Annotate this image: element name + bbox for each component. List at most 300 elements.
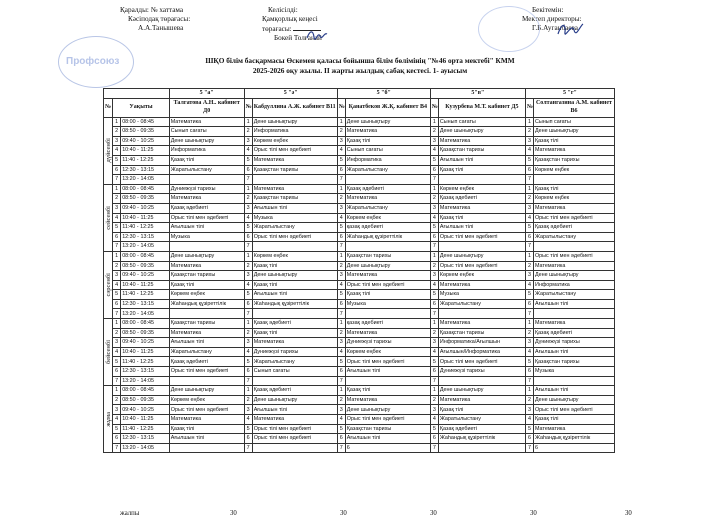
subject-cell (533, 309, 614, 319)
subject-cell: 6 (533, 443, 614, 453)
lesson-time: 11:40 - 12:25 (121, 290, 170, 300)
lesson-number: 4 (337, 280, 345, 290)
lesson-number: 7 (430, 242, 438, 252)
teacher-header: Кабдуллина А.Ж. кабинет В11 (252, 98, 337, 117)
lesson-number: 4 (337, 213, 345, 223)
subject-cell: Ағылшын тілі (533, 386, 614, 396)
lesson-number: 6 (244, 232, 252, 242)
subject-cell (533, 376, 614, 386)
signature-icon (306, 28, 328, 42)
lesson-number: 7 (430, 376, 438, 386)
lesson-time: 10:40 - 11:25 (121, 415, 170, 425)
subject-cell: Қазақстан тарихы (345, 251, 430, 261)
lesson-number: 7 (113, 309, 121, 319)
total-value: 30 (230, 510, 237, 517)
subject-cell (438, 175, 525, 185)
lesson-number: 1 (244, 386, 252, 396)
lesson-number: 2 (337, 328, 345, 338)
subject-cell: Қазақстан тарихы (169, 319, 244, 329)
lesson-time: 11:40 - 12:25 (121, 155, 170, 165)
lesson-number: 3 (337, 203, 345, 213)
subject-cell: Көркем еңбек (252, 136, 337, 146)
lesson-number: 6 (525, 434, 533, 444)
subject-cell: Қазақстан тарихы (438, 328, 525, 338)
lesson-number: 1 (244, 319, 252, 329)
subject-cell: Дене шынықтыру (438, 386, 525, 396)
lesson-number: 3 (525, 271, 533, 281)
subject-cell: Дүниежүзі тарихы (533, 338, 614, 348)
director-name: Г.Б.Ауганбаева (532, 24, 579, 32)
lesson-time: 10:40 - 11:25 (121, 280, 170, 290)
lesson-number: 5 (244, 155, 252, 165)
subject-cell (169, 242, 244, 252)
lesson-number: 7 (337, 175, 345, 185)
subject-cell (533, 242, 614, 252)
lesson-number: 2 (113, 395, 121, 405)
subject-cell: Орыс тілі мен әдебиеті (252, 146, 337, 156)
subject-cell (252, 175, 337, 185)
lesson-time: 11:40 - 12:25 (121, 424, 170, 434)
lesson-number: 3 (244, 136, 252, 146)
lesson-number: 2 (244, 194, 252, 204)
table-row (104, 347, 615, 357)
grade-cell: 5"в" (430, 89, 525, 99)
subject-cell (438, 443, 525, 453)
lesson-number: 6 (337, 434, 345, 444)
trade-union-chair-name: А.А.Танышева (138, 24, 184, 32)
lesson-number: 4 (430, 146, 438, 156)
lesson-number: 1 (430, 117, 438, 127)
lesson-number: 3 (525, 203, 533, 213)
grade-cell: 5 "а" (169, 89, 244, 99)
subject-cell: Математика (533, 261, 614, 271)
lesson-number: 5 (113, 290, 121, 300)
table-row (104, 280, 615, 290)
lesson-number: 2 (113, 127, 121, 137)
day-name: дүйсенбі (105, 138, 112, 163)
table-row (104, 376, 615, 386)
col-no: № (337, 98, 345, 117)
lesson-number: 5 (430, 223, 438, 233)
lesson-number: 1 (525, 319, 533, 329)
lesson-number: 6 (337, 299, 345, 309)
subject-cell: Көркем еңбек (533, 165, 614, 175)
subject-cell: Информатика (169, 146, 244, 156)
lesson-number: 2 (244, 261, 252, 271)
subject-cell: Қазақ тілі (252, 280, 337, 290)
subject-cell: Математика (533, 203, 614, 213)
table-row (104, 338, 615, 348)
subject-cell: Математика (438, 136, 525, 146)
lesson-time: 12:30 - 13:15 (121, 299, 170, 309)
lesson-number: 3 (430, 203, 438, 213)
subject-cell: Жаратылыстану (252, 357, 337, 367)
lesson-number: 6 (113, 434, 121, 444)
subject-cell: Қазақ тілі (438, 165, 525, 175)
lesson-time: 13:20 - 14:05 (121, 175, 170, 185)
lesson-time: 09:40 - 10:25 (121, 405, 170, 415)
lesson-time: 09:40 - 10:25 (121, 338, 170, 348)
subject-cell: Орыс тілі мен әдебиеті (533, 213, 614, 223)
table-row (104, 146, 615, 156)
subject-cell: Сынып сағаты (169, 127, 244, 137)
subject-cell: Көркем еңбек (438, 271, 525, 281)
lesson-time: 13:20 - 14:05 (121, 376, 170, 386)
lesson-number: 6 (525, 299, 533, 309)
lesson-number: 3 (337, 405, 345, 415)
lesson-number: 4 (430, 415, 438, 425)
table-row (104, 117, 615, 127)
lesson-number: 2 (337, 261, 345, 271)
lesson-number: 4 (244, 213, 252, 223)
lesson-time: 11:40 - 12:25 (121, 223, 170, 233)
lesson-number: 4 (430, 213, 438, 223)
subject-cell: Орыс тілі мен әдебиеті (252, 434, 337, 444)
subject-cell: Жаратылыстану (533, 290, 614, 300)
subject-cell: Қазақстан тарихы (533, 357, 614, 367)
table-row (104, 184, 615, 194)
lesson-number: 4 (525, 415, 533, 425)
teacher-header: Талгатова А.Н.. кабинет Д0 (169, 98, 244, 117)
subject-cell: Математика (533, 146, 614, 156)
subject-cell: Математика (252, 155, 337, 165)
lesson-number: 7 (337, 309, 345, 319)
subject-cell: Математика (169, 415, 244, 425)
subject-cell: Математика (345, 194, 430, 204)
table-row (104, 424, 615, 434)
subject-cell (169, 175, 244, 185)
subject-cell: Көркем еңбек (169, 395, 244, 405)
lesson-number: 4 (337, 146, 345, 156)
grade-row (104, 89, 615, 99)
lesson-time: 11:40 - 12:25 (121, 357, 170, 367)
subject-cell: Ағылшын тілі (533, 347, 614, 357)
subject-cell (345, 376, 430, 386)
subject-cell: Орыс тілі мен әдебиеті (345, 280, 430, 290)
subject-cell: Орыс тілі мен әдебиеті (169, 367, 244, 377)
subject-cell: Жаратылыстану (438, 415, 525, 425)
table-row (104, 367, 615, 377)
lesson-number: 3 (430, 405, 438, 415)
subject-cell: Ағылшын тілі (438, 223, 525, 233)
subject-cell: Математика (438, 319, 525, 329)
subject-cell: Дүниежүзі тарихы (345, 338, 430, 348)
lesson-number: 1 (430, 251, 438, 261)
lesson-number: 3 (244, 405, 252, 415)
subject-cell: Информатика/Ағылшын (438, 338, 525, 348)
lesson-number: 6 (430, 165, 438, 175)
table-row (104, 309, 615, 319)
lesson-number: 7 (113, 175, 121, 185)
lesson-number: 6 (244, 299, 252, 309)
lesson-number: 6 (525, 367, 533, 377)
lesson-number: 7 (525, 309, 533, 319)
lesson-number: 7 (525, 175, 533, 185)
table-row (104, 290, 615, 300)
subject-cell (345, 309, 430, 319)
lesson-time: 08:50 - 09:35 (121, 127, 170, 137)
subject-cell: Қазақ тілі (533, 136, 614, 146)
lesson-number: 7 (337, 443, 345, 453)
subject-cell: Сынып сағаты (438, 117, 525, 127)
subject-cell: Дене шынықтыру (169, 136, 244, 146)
subject-cell: қазақ әдебиеті (345, 223, 430, 233)
lesson-number: 5 (337, 424, 345, 434)
subject-cell: Жаһандық құзіреттілік (533, 434, 614, 444)
table-row (104, 251, 615, 261)
reviewed-line: Қаралды: № хаттама (120, 6, 184, 14)
board-chair-name: Бокей Толғанай (274, 34, 322, 42)
lesson-number: 2 (525, 328, 533, 338)
totals-label: жалпы (120, 510, 140, 517)
lesson-number: 5 (430, 155, 438, 165)
subject-cell: Жаһандық құзіреттілік (345, 232, 430, 242)
table-row (104, 213, 615, 223)
day-name: сәрсенбі (105, 273, 112, 297)
lesson-number: 5 (525, 424, 533, 434)
table-row (104, 271, 615, 281)
lesson-number: 4 (113, 146, 121, 156)
subject-cell: Қазақ әдебиеті (169, 203, 244, 213)
document-title (0, 56, 720, 75)
lesson-number: 2 (525, 261, 533, 271)
lesson-number: 2 (525, 194, 533, 204)
lesson-number: 5 (113, 223, 121, 233)
lesson-number: 7 (244, 443, 252, 453)
subject-cell: Математика (169, 261, 244, 271)
lesson-number: 3 (337, 271, 345, 281)
total-value: 30 (430, 510, 437, 517)
lesson-number: 1 (430, 319, 438, 329)
subject-cell: Дүниежүзі тарихы (252, 347, 337, 357)
table-row (104, 386, 615, 396)
subject-cell: Жаратылыстану (169, 347, 244, 357)
lesson-number: 5 (337, 155, 345, 165)
lesson-number: 3 (244, 203, 252, 213)
subject-cell: Математика (345, 127, 430, 137)
subject-cell: Қазақ әдебиеті (252, 386, 337, 396)
subject-cell: Қазақ әдебиеті (345, 184, 430, 194)
lesson-number: 2 (113, 328, 121, 338)
lesson-number: 4 (337, 415, 345, 425)
col-time: Уақыты (113, 98, 170, 117)
lesson-number: 4 (244, 415, 252, 425)
lesson-number: 4 (113, 213, 121, 223)
subject-cell: Орыс тілі мен әдебиеті (252, 424, 337, 434)
subject-cell: Ағылшын/Информатика (438, 347, 525, 357)
lesson-number: 1 (525, 386, 533, 396)
grade-cell: 5 "г" (525, 89, 614, 99)
lesson-time: 08:00 - 08:45 (121, 117, 170, 127)
col-no: № (104, 98, 113, 117)
subject-cell: Көркем еңбек (252, 251, 337, 261)
subject-cell: Қазақ әдебиеті (169, 357, 244, 367)
subject-cell: Ағылшын тілі (169, 338, 244, 348)
lesson-number: 5 (525, 357, 533, 367)
subject-cell: Ағылшын тілі (533, 299, 614, 309)
lesson-time: 12:30 - 13:15 (121, 165, 170, 175)
subject-cell (252, 309, 337, 319)
lesson-number: 2 (525, 127, 533, 137)
subject-cell: Дене шынықтыру (345, 405, 430, 415)
subject-cell (169, 376, 244, 386)
lesson-number: 3 (244, 338, 252, 348)
lesson-number: 3 (525, 338, 533, 348)
subject-cell: Сынып сағаты (252, 367, 337, 377)
subject-cell: Дене шынықтыру (252, 117, 337, 127)
subject-cell: Көркем еңбек (533, 194, 614, 204)
lesson-number: 3 (113, 271, 121, 281)
subject-cell: Дене шынықтыру (438, 127, 525, 137)
lesson-number: 3 (113, 338, 121, 348)
lesson-number: 5 (244, 424, 252, 434)
col-no: № (244, 98, 252, 117)
subject-cell: Математика (345, 271, 430, 281)
lesson-number: 6 (244, 165, 252, 175)
lesson-number: 1 (525, 184, 533, 194)
lesson-time: 08:00 - 08:45 (121, 184, 170, 194)
school-stamp (478, 6, 540, 52)
subject-cell: Қазақ тілі (252, 328, 337, 338)
lesson-number: 1 (113, 184, 121, 194)
lesson-number: 6 (113, 232, 121, 242)
lesson-number: 3 (430, 136, 438, 146)
lesson-number: 3 (113, 405, 121, 415)
day-name-cell (104, 184, 113, 251)
lesson-number: 5 (525, 290, 533, 300)
lesson-number: 1 (525, 117, 533, 127)
grade-row-empty (104, 89, 170, 99)
subject-cell: Ағылшын тілі (345, 434, 430, 444)
lesson-number: 2 (113, 194, 121, 204)
table-row (104, 415, 615, 425)
director-label: Мектеп директоры: (522, 15, 582, 23)
lesson-number: 3 (113, 136, 121, 146)
subject-cell: Орыс тілі мен әдебиеті (533, 405, 614, 415)
subject-cell (169, 443, 244, 453)
subject-cell: Қазақстан тарихы (438, 146, 525, 156)
subject-cell: Қазақ әдебиеті (533, 328, 614, 338)
lesson-number: 4 (337, 347, 345, 357)
subject-cell: Дене шынықтыру (345, 117, 430, 127)
subject-cell (345, 242, 430, 252)
lesson-number: 3 (244, 271, 252, 281)
subject-cell (252, 242, 337, 252)
lesson-number: 1 (337, 251, 345, 261)
subject-cell: Информатика (252, 127, 337, 137)
lesson-number: 1 (337, 386, 345, 396)
lesson-number: 2 (430, 194, 438, 204)
lesson-number: 1 (244, 184, 252, 194)
lesson-number: 5 (430, 424, 438, 434)
subject-cell: Математика (345, 328, 430, 338)
day-name-cell (104, 386, 113, 453)
lesson-number: 2 (244, 328, 252, 338)
lesson-number: 5 (337, 290, 345, 300)
lesson-time: 09:40 - 10:25 (121, 203, 170, 213)
lesson-number: 3 (337, 338, 345, 348)
subject-cell: Музыка (533, 367, 614, 377)
lesson-number: 2 (430, 261, 438, 271)
lesson-time: 08:50 - 09:35 (121, 261, 170, 271)
subject-cell: Информатика (533, 280, 614, 290)
lesson-number: 7 (525, 443, 533, 453)
subject-cell (438, 309, 525, 319)
subject-cell: Дене шынықтыру (438, 251, 525, 261)
table-row (104, 434, 615, 444)
subject-cell: Дене шынықтыру (533, 127, 614, 137)
lesson-number: 6 (430, 232, 438, 242)
teacher-row (104, 98, 615, 117)
lesson-number: 2 (244, 395, 252, 405)
teacher-header: Қанатбеков Ж.Қ. кабинет В4 (345, 98, 430, 117)
lesson-time: 09:40 - 10:25 (121, 271, 170, 281)
subject-cell: қазақ әдебиеті (345, 319, 430, 329)
subject-cell (533, 175, 614, 185)
lesson-number: 6 (525, 232, 533, 242)
subject-cell: Математика (533, 319, 614, 329)
subject-cell: Орыс тілі мен әдебиеті (252, 232, 337, 242)
table-row (104, 299, 615, 309)
lesson-time: 13:20 - 14:05 (121, 242, 170, 252)
subject-cell: Орыс тілі мен әдебиеті (169, 405, 244, 415)
lesson-number: 6 (244, 367, 252, 377)
total-value: 30 (340, 510, 347, 517)
subject-cell: Музыка (345, 299, 430, 309)
lesson-number: 5 (113, 357, 121, 367)
subject-cell: Музыка (252, 213, 337, 223)
subject-cell: Орыс тілі мен әдебиеті (438, 232, 525, 242)
subject-cell: Қазақ тілі (169, 424, 244, 434)
lesson-number: 3 (430, 271, 438, 281)
lesson-number: 2 (430, 395, 438, 405)
table-row (104, 155, 615, 165)
lesson-number: 1 (113, 251, 121, 261)
lesson-number: 6 (525, 165, 533, 175)
subject-cell: Қазақстан тарихы (533, 155, 614, 165)
lesson-number: 4 (244, 146, 252, 156)
subject-cell: Дене шынықтыру (252, 271, 337, 281)
day-name: жұма (105, 411, 112, 427)
lesson-number: 4 (525, 146, 533, 156)
day-name: сейсенбі (105, 205, 112, 230)
subject-cell: Математика (169, 328, 244, 338)
lesson-number: 7 (244, 376, 252, 386)
subject-cell: Жаратылыстану (252, 223, 337, 233)
subject-cell: Дене шынықтыру (533, 271, 614, 281)
subject-cell: Жаратылыстану (345, 203, 430, 213)
lesson-number: 4 (525, 347, 533, 357)
subject-cell: Ағылшын тілі (252, 405, 337, 415)
subject-cell: Қазақ әдебиеті (438, 424, 525, 434)
table-row (104, 127, 615, 137)
lesson-number: 2 (337, 127, 345, 137)
lesson-number: 2 (337, 194, 345, 204)
subject-cell: Қазақ тілі (345, 386, 430, 396)
subject-cell: Математика (438, 203, 525, 213)
lesson-number: 2 (430, 328, 438, 338)
lesson-time: 10:40 - 11:25 (121, 146, 170, 156)
table-row (104, 395, 615, 405)
table-row (104, 165, 615, 175)
lesson-number: 5 (337, 223, 345, 233)
lesson-number: 6 (337, 165, 345, 175)
lesson-number: 7 (244, 175, 252, 185)
table-row (104, 405, 615, 415)
schedule-table (103, 88, 615, 453)
lesson-number: 2 (244, 127, 252, 137)
subject-cell: Қазақстан тарихы (252, 165, 337, 175)
